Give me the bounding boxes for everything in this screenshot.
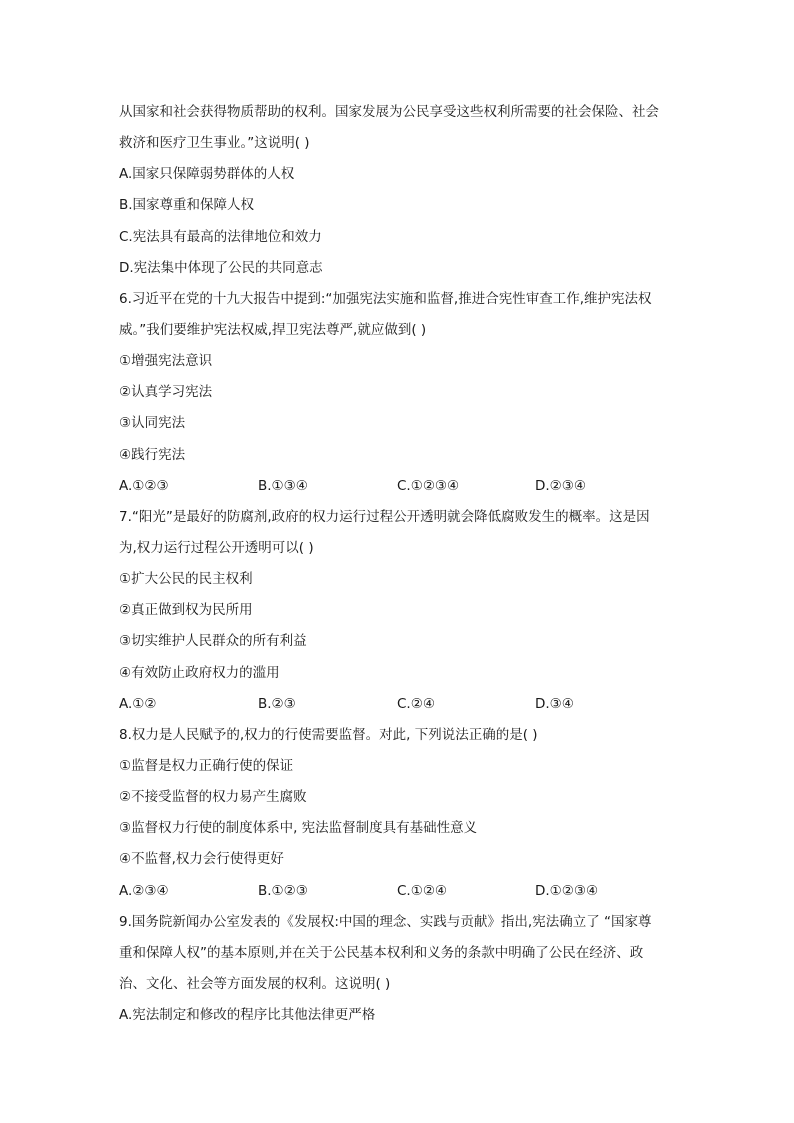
q8-item-2: ②不接受监督的权力易产生腐败 [119,789,307,805]
q8-item-4: ④不监督,权力会行使得更好 [119,851,284,867]
q9-stem-line-3: 治、文化、社会等方面发展的权利。这说明( ) [119,976,391,992]
q6-item-4: ④践行宪法 [119,447,186,463]
q8-item-1: ①监督是权力正确行使的保证 [119,758,294,774]
q7-choices [119,695,679,713]
q6-stem-line-1: 6.习近平在党的十九大报告中提到:“加强宪法实施和监督,推进合宪性审查工作,维护宪法权 [119,291,652,307]
q6-choice-d: D.②③④ [535,478,586,494]
q8-stem-line-1: 8.权力是人民赋予的,权力的行使需要监督。对此, 下列说法正确的是( ) [119,727,538,743]
q7-choice-a: A.①② [119,696,157,712]
q7-stem-line-1: 7.“阳光”是最好的防腐剂,政府的权力运行过程公开透明就会降低腐败发生的概率。这是因 [119,509,650,525]
q7-item-4: ④有效防止政府权力的滥用 [119,665,280,681]
q7-item-1: ①扩大公民的民主权利 [119,571,253,587]
q8-item-3: ③监督权力行使的制度体系中, 宪法监督制度具有基础性意义 [119,820,478,836]
q7-stem-line-2: 为,权力运行过程公开透明可以( ) [119,540,314,556]
q8-choice-c: C.①②④ [397,883,448,899]
q7-choice-d: D.③④ [535,696,574,712]
q6-stem-line-2: 威。”我们要维护宪法权威,捍卫宪法尊严,就应做到( ) [119,322,427,338]
q6-choice-b: B.①③④ [258,478,308,494]
q6-item-3: ③认同宪法 [119,415,186,431]
q6-choice-c: C.①②③④ [397,478,460,494]
q6-item-2: ②认真学习宪法 [119,384,213,400]
q7-item-2: ②真正做到权为民所用 [119,602,253,618]
q7-item-3: ③切实维护人民群众的所有利益 [119,633,307,649]
q5-option-d: D.宪法集中体现了公民的共同意志 [119,260,323,276]
q5-option-b: B.国家尊重和保障人权 [119,197,255,213]
q9-stem-line-2: 重和保障人权”的基本原则,并在关于公民基本权利和义务的条款中明确了公民在经济、政 [119,945,644,961]
q8-choice-a: A.②③④ [119,883,169,899]
q5-stem-line-1: 从国家和社会获得物质帮助的权利。国家发展为公民享受这些权利所需要的社会保险、社会 [119,104,659,120]
q5-option-c: C.宪法具有最高的法律地位和效力 [119,229,322,245]
q6-item-1: ①增强宪法意识 [119,353,213,369]
q8-choice-b: B.①②③ [258,883,308,899]
q9-option-a: A.宪法制定和修改的程序比其他法律更严格 [119,1007,376,1023]
q8-choices [119,882,679,900]
q7-choice-c: C.②④ [397,696,435,712]
q7-choice-b: B.②③ [258,696,296,712]
q9-stem-line-1: 9.国务院新闻办公室发表的《发展权:中国的理念、实践与贡献》指出,宪法确立了 “国家尊 [119,914,652,930]
q5-option-a: A.国家只保障弱势群体的人权 [119,166,295,182]
q5-stem-line-2: 救济和医疗卫生事业。”这说明( ) [119,135,310,151]
q6-choice-a: A.①②③ [119,478,169,494]
q6-choices [119,477,679,495]
q8-choice-d: D.①②③④ [535,883,599,899]
